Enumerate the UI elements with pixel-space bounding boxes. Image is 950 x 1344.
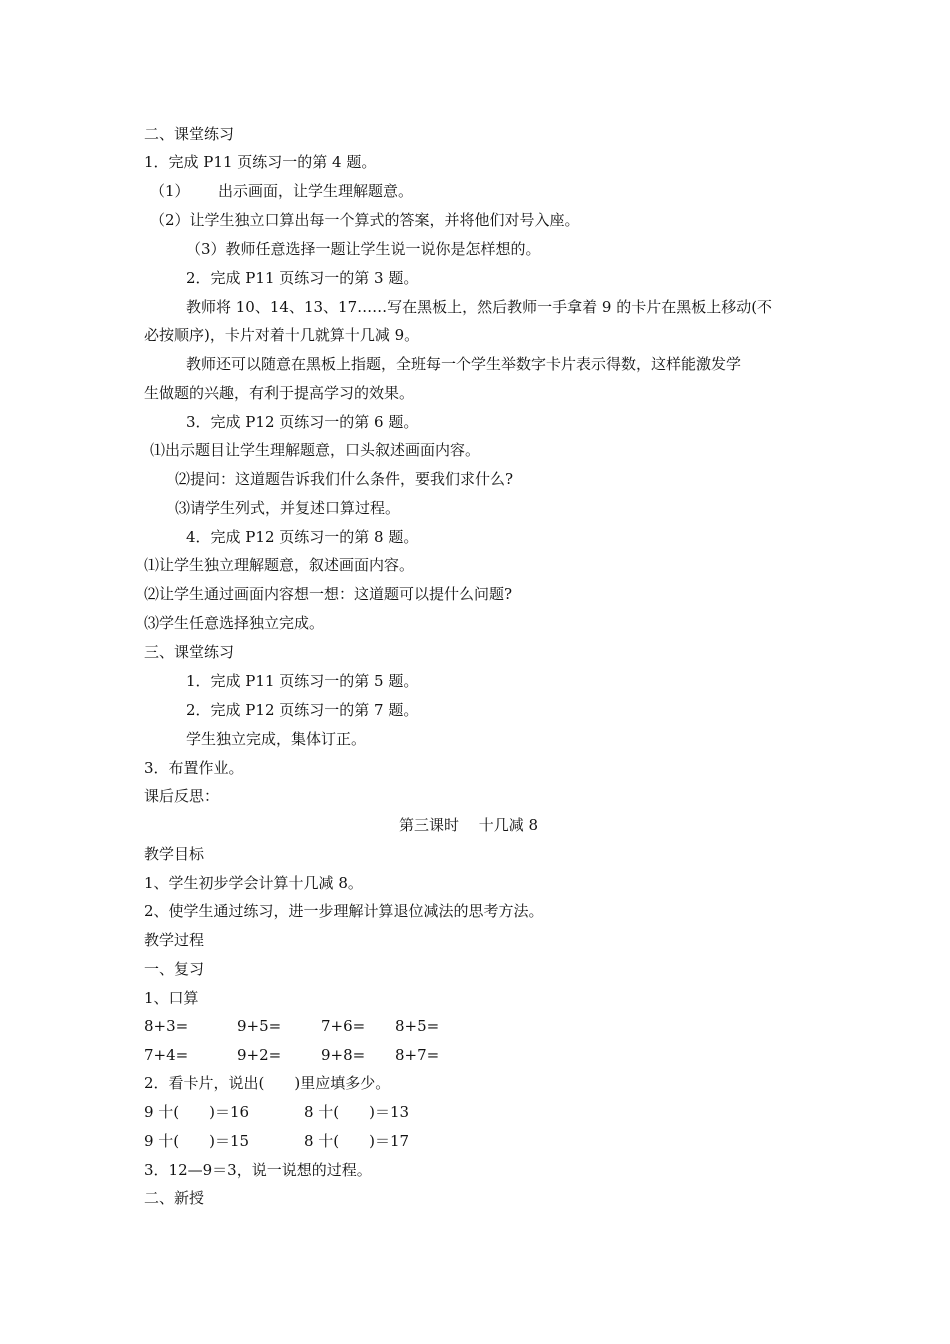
exercise-item-3: 3．完成 P12 页练习一的第 6 题。 <box>186 413 419 431</box>
teaching-goals-heading: 教学目标 <box>144 845 205 863</box>
sub-step-3: ⑶请学生列式，并复述口算过程。 <box>175 499 401 517</box>
sub-step-3b: ⑶学生任意选择独立完成。 <box>144 614 325 632</box>
teaching-process-heading: 教学过程 <box>144 931 205 949</box>
exercise-item-4: 4．完成 P12 页练习一的第 8 题。 <box>186 528 419 546</box>
oral-calc-item: 7+4= <box>144 1046 189 1064</box>
card-item: 9 十( )＝16 <box>144 1103 250 1121</box>
sub-step-2: ⑵提问：这道题告诉我们什么条件，要我们求什么? <box>175 470 514 488</box>
oral-calc-item: 9+2= <box>237 1046 282 1064</box>
reflection-label: 课后反思： <box>144 787 220 805</box>
lesson-title: 第三课时 十几减 8 <box>399 816 539 834</box>
review-heading: 一、复习 <box>144 960 205 978</box>
new-lesson-heading: 二、新授 <box>144 1189 205 1207</box>
oral-calc-label: 1、口算 <box>144 989 199 1007</box>
oral-calc-item: 9+8= <box>321 1046 366 1064</box>
card-item: 8 十( )＝17 <box>304 1132 410 1150</box>
oral-calc-item: 8+3= <box>144 1017 189 1035</box>
step-3: （3）教师任意选择一题让学生说一说你是怎样想的。 <box>186 240 541 258</box>
paragraph-1-line-2: 必按顺序)，卡片对着十几就算十几减 9。 <box>144 326 420 344</box>
section-heading-class-practice-2: 三、课堂练习 <box>144 643 235 661</box>
sub-step-1b: ⑴让学生独立理解题意，叙述画面内容。 <box>144 556 415 574</box>
card-item: 9 十( )＝15 <box>144 1132 250 1150</box>
oral-calc-item: 8+7= <box>395 1046 440 1064</box>
oral-calc-item: 9+5= <box>237 1017 282 1035</box>
sub-step-2b: ⑵让学生通过画面内容想一想：这道题可以提什么问题? <box>144 585 513 603</box>
oral-calc-item: 7+6= <box>321 1017 366 1035</box>
paragraph-1-line-1: 教师将 10、14、13、17……写在黑板上，然后教师一手拿着 9 的卡片在黑板上移动(不 <box>186 298 773 316</box>
card-item: 8 十( )＝13 <box>304 1103 410 1121</box>
exercise-item-5: 1．完成 P11 页练习一的第 5 题。 <box>186 672 419 690</box>
homework-item: 3．布置作业。 <box>144 759 244 777</box>
step-2: （2）让学生独立口算出每一个算式的答案，并将他们对号入座。 <box>150 211 580 229</box>
goal-2: 2、使学生通过练习，进一步理解计算退位减法的思考方法。 <box>144 902 544 920</box>
paragraph-2-line-1: 教师还可以随意在黑板上指题，全班每一个学生举数字卡片表示得数，这样能激发学 <box>186 355 742 373</box>
section-heading-class-practice: 二、课堂练习 <box>144 125 235 143</box>
oral-calc-item: 8+5= <box>395 1017 440 1035</box>
exercise-item-1: 1．完成 P11 页练习一的第 4 题。 <box>144 153 377 171</box>
sub-step-1: ⑴出示题目让学生理解题意，口头叙述画面内容。 <box>150 441 481 459</box>
exercise-item-2: 2．完成 P11 页练习一的第 3 题。 <box>186 269 419 287</box>
step-text-1: 出示画面，让学生理解题意。 <box>218 182 414 200</box>
exercise-item-6: 2．完成 P12 页练习一的第 7 题。 <box>186 701 419 719</box>
goal-1: 1、学生初步学会计算十几减 8。 <box>144 874 363 892</box>
card-exercise-label: 2．看卡片，说出( )里应填多少。 <box>144 1074 391 1092</box>
paragraph-2-line-2: 生做题的兴趣，有利于提高学习的效果。 <box>144 384 415 402</box>
explain-process-item: 3．12—9＝3，说一说想的过程。 <box>144 1161 372 1179</box>
independent-note: 学生独立完成，集体订正。 <box>186 730 367 748</box>
step-label-1: （1） <box>150 182 190 200</box>
